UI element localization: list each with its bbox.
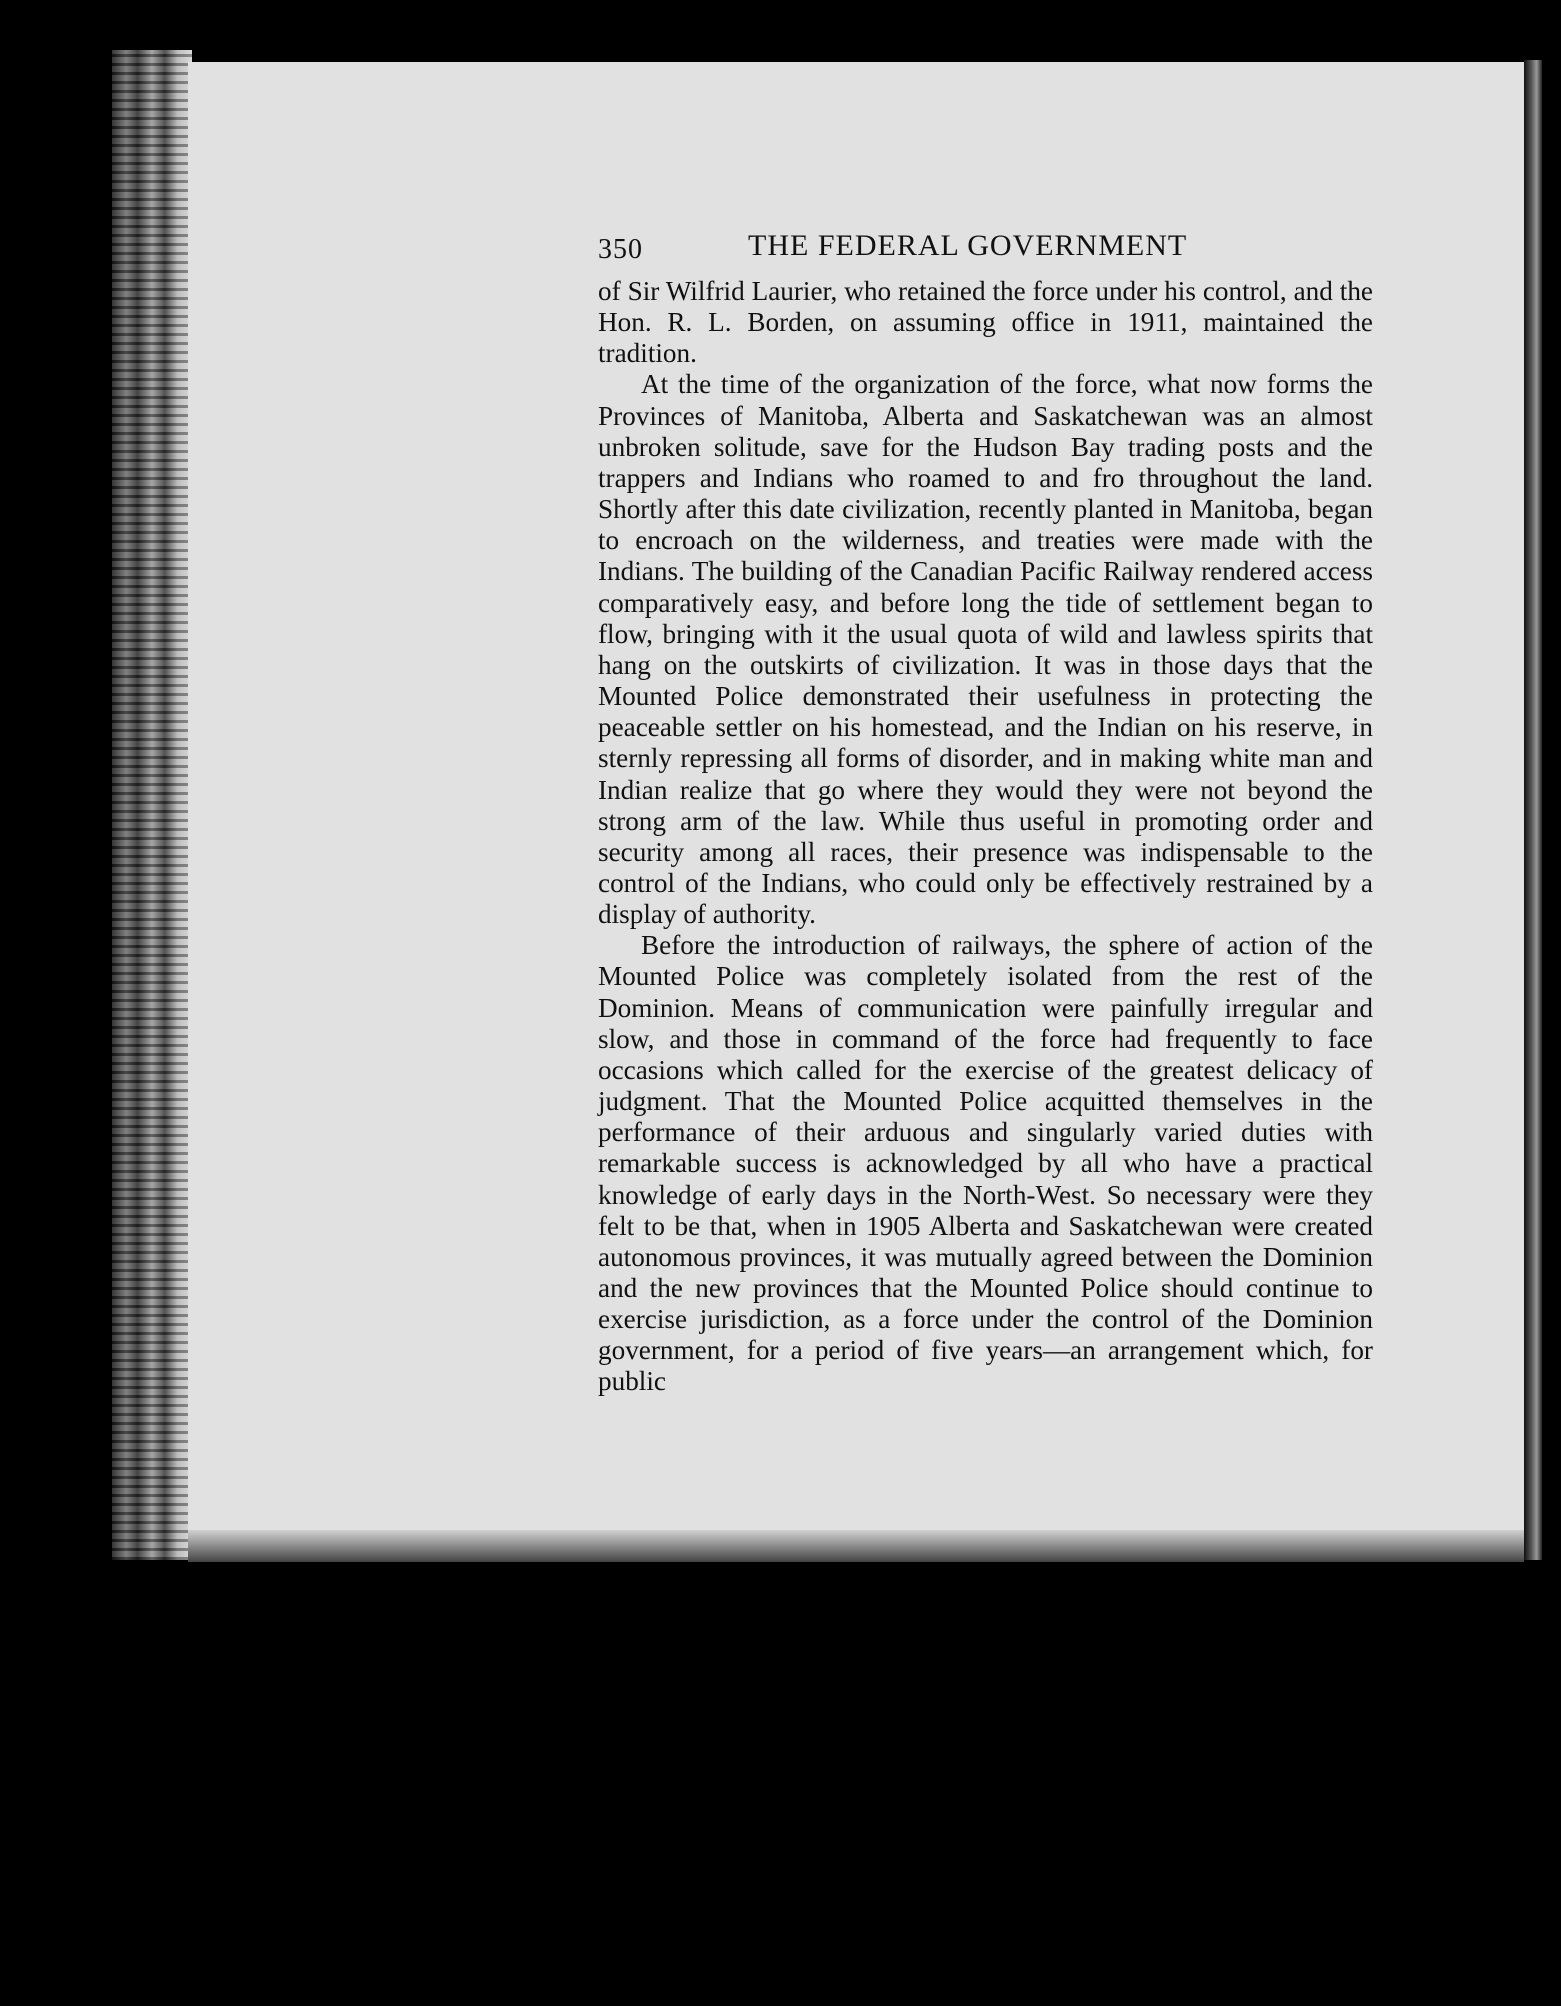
paragraph-organization: At the time of the organization of the force, what now forms the Provinces of Manitoba, Alberta and Saskatchewan was an almost unbroken solitude, save for the Hudson Bay trading posts and the trappers and Indians who roamed to and fro throughout the land. Shortly after this date civilization, recently planted in Manitoba, began to encroach on the wilderness, and treaties were made with the Indians. The building of the Canadian Pacific Railway rendered access comparatively easy, and before long the tide of settlement began to flow, bringing with it the usual quota of wild and lawless spirits that hang on the outskirts of civilization. It was in those days that the Mounted Police demonstrated their usefulness in protecting the peaceable settler on his homestead, and the Indian on his reserve, in sternly repressing all forms of disorder, and in making white man and Indian realize that go where they would they were not beyond the strong arm of the law. While thus useful in promoting order and security among all races, their presence was indispensable to the control of the Indians, who could only be effectively restrained by a display of authority. bbox=[598, 369, 1373, 930]
running-head bbox=[598, 228, 1373, 276]
page-number: 350 bbox=[598, 234, 643, 265]
paragraph-railways: Before the introduction of railways, the sphere of action of the Mounted Police was completely isolated from the rest of the Dominion. Means of communication were painfully irregular and slow, and those in command of the force had frequently to face occasions which called for the exercise of the greatest delicacy of judgment. That the Mounted Police acquitted themselves in the performance of their arduous and singularly varied duties with remarkable success is acknowledged by all who have a practical knowledge of early days in the North-West. So necessary were they felt to be that, when in 1905 Alberta and Saskatchewan were created autonomous provinces, it was mutually agreed between the Dominion and the new provinces that the Mounted Police should continue to exercise jurisdiction, as a force under the control of the Dominion government, for a period of five years—an arrangement which, for public bbox=[598, 930, 1373, 1397]
paragraph-continued: of Sir Wilfrid Laurier, who retained the force under his control, and the Hon. R. L. Borden, on assuming office in 1911, maintained the tradition. bbox=[598, 276, 1373, 369]
book-binding bbox=[112, 50, 192, 1560]
next-page-edge bbox=[1524, 60, 1542, 1560]
page-bottom-edge bbox=[188, 1530, 1524, 1562]
running-head-title: THE FEDERAL GOVERNMENT bbox=[748, 229, 1188, 262]
page-content bbox=[598, 228, 1373, 1398]
